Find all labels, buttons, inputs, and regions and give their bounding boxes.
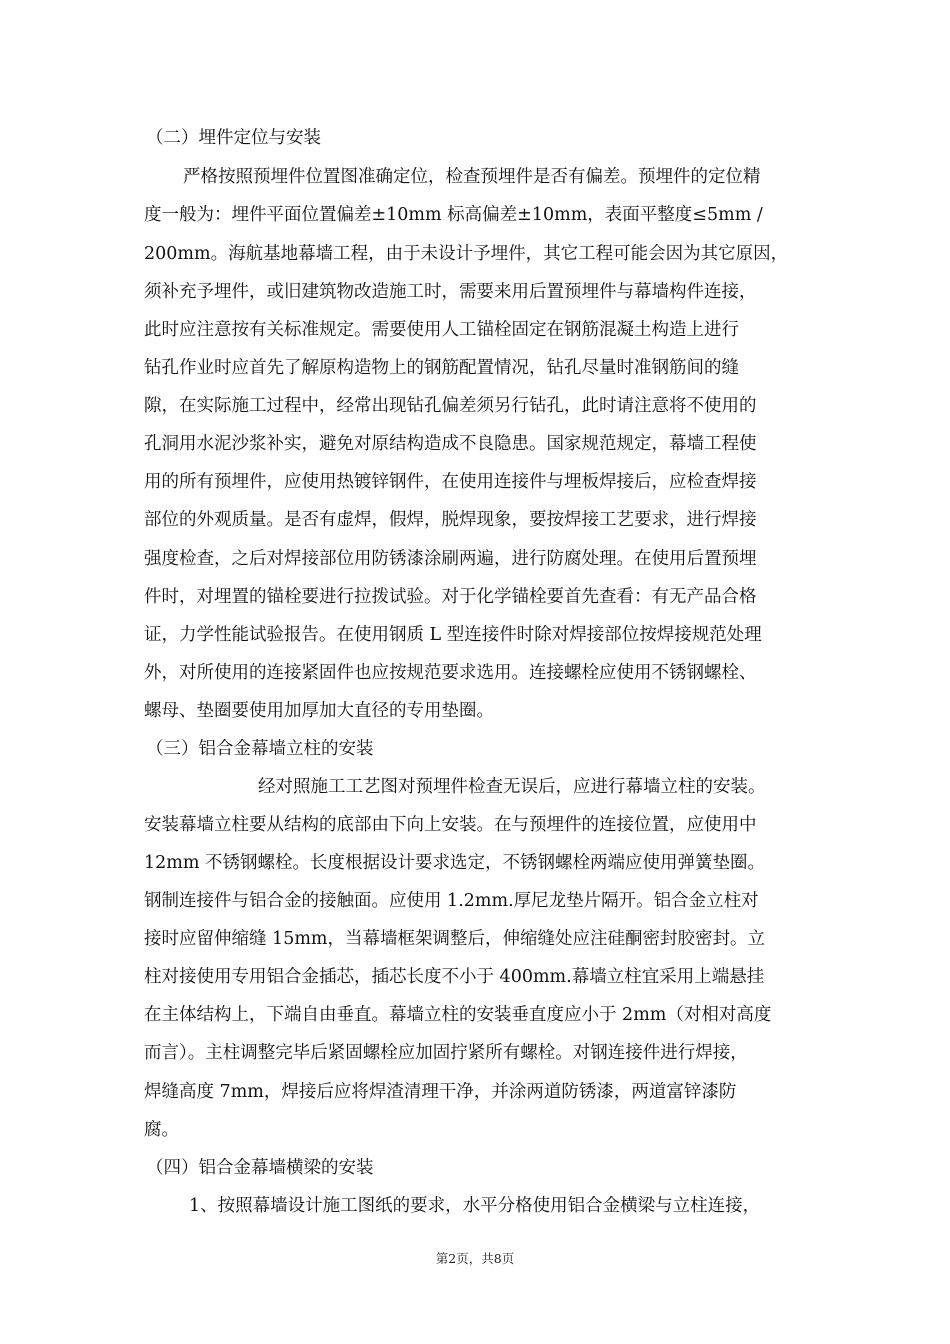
- paragraph-line: 孔洞用水泥沙浆补实，避免对原结构造成不良隐患。国家规范规定，幕墙工程使: [144, 434, 757, 454]
- section-heading-3: （三）铝合金幕墙立柱的安装: [146, 739, 374, 759]
- paragraph-line: 严格按照预埋件位置图准确定位，检查预埋件是否有偏差。预埋件的定位精: [183, 167, 761, 187]
- paragraph-line: 钢制连接件与铝合金的接触面。应使用 1.2mm.厚尼龙垫片隔开。铝合金立柱对: [144, 891, 759, 911]
- paragraph-line: 柱对接使用专用铝合金插芯，插芯长度不小于 400mm.幕墙立柱宜采用上端悬挂: [144, 967, 765, 987]
- paragraph-line: 证，力学性能试验报告。在使用钢质 L 型连接件时除对焊接部位按焊接规范处理: [144, 625, 762, 645]
- paragraph-line: 焊缝高度 7mm，焊接后应将焊渣清理干净，并涂两道防锈漆，两道富锌漆防: [144, 1082, 737, 1102]
- paragraph-line: 螺母、垫圈要使用加厚加大直径的专用垫圈。: [144, 701, 494, 721]
- paragraph-line: 部位的外观质量。是否有虚焊，假焊，脱焊现象，要按焊接工艺要求，进行焊接: [144, 510, 757, 530]
- paragraph-line: 外，对所使用的连接紧固件也应按规范要求选用。连接螺栓应使用不锈钢螺栓、: [144, 663, 757, 683]
- paragraph-line: 隙，在实际施工过程中，经常出现钻孔偏差须另行钻孔，此时请注意将不使用的: [144, 396, 757, 416]
- page-number-footer: 第2页，共8页: [435, 1251, 515, 1266]
- paragraph-line: 度一般为：埋件平面位置偏差±10mm 标高偏差±10mm，表面平整度≤5mm /: [144, 205, 763, 225]
- paragraph-line: 1、按照幕墙设计施工图纸的要求，水平分格使用铝合金横梁与立柱连接，: [189, 1196, 761, 1216]
- paragraph-line: 接时应留伸缩缝 15mm，当幕墙框架调整后，伸缩缝处应注硅酮密封胶密封。立: [144, 929, 766, 949]
- paragraph-line: 钻孔作业时应首先了解原构造物上的钢筋配置情况，钻孔尽量时准钢筋间的缝: [144, 358, 739, 378]
- paragraph-line: 12mm 不锈钢螺栓。长度根据设计要求选定，不锈钢螺栓两端应使用弹簧垫圈。: [144, 853, 766, 873]
- paragraph-line: 200mm。海航基地幕墙工程，由于未设计予埋件，其它工程可能会因为其它原因，: [144, 244, 789, 264]
- paragraph-line: 腐。: [144, 1120, 179, 1140]
- paragraph-line: 须补充予埋件，或旧建筑物改造施工时，需要来用后置预埋件与幕墙构件连接，: [144, 282, 757, 302]
- paragraph-line: 经对照施工工艺图对预埋件检查无误后，应进行幕墙立柱的安装。: [258, 777, 766, 797]
- paragraph-line: 强度检查，之后对焊接部位用防锈漆涂刷两遍，进行防腐处理。在使用后置预埋: [144, 549, 757, 569]
- section-heading-2: （二）埋件定位与安装: [146, 128, 321, 148]
- paragraph-line: 而言）。主柱调整完毕后紧固螺栓应加固拧紧所有螺栓。对钢连接件进行焊接，: [144, 1043, 748, 1063]
- paragraph-line: 件时，对埋置的锚栓要进行拉拨试验。对于化学锚栓要首先查看：有无产品合格: [144, 587, 757, 607]
- paragraph-line: 安装幕墙立柱要从结构的底部由下向上安装。在与预埋件的连接位置，应使用中: [144, 815, 757, 835]
- paragraph-line: 在主体结构上，下端自由垂直。幕墙立柱的安装垂直度应小于 2mm（对相对高度: [144, 1005, 772, 1025]
- paragraph-line: 此时应注意按有关标准规定。需要使用人工锚栓固定在钢筋混凝土构造上进行: [144, 320, 739, 340]
- section-heading-4: （四）铝合金幕墙横梁的安装: [146, 1158, 374, 1178]
- paragraph-line: 用的所有预埋件，应使用热镀锌钢件，在使用连接件与埋板焊接后，应检查焊接: [144, 472, 757, 492]
